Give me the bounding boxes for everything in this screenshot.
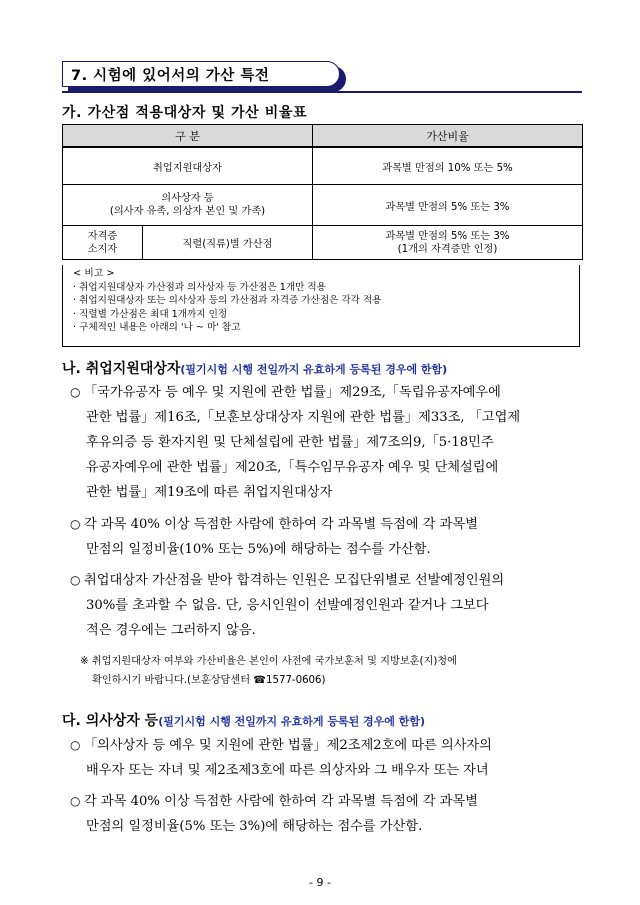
text-line: 「의사상자 등 예우 및 지원에 관한 법률」제2조제2호에 따른 의사자의 [84, 738, 492, 753]
table-cell-rate [313, 226, 583, 260]
text-line: 유공자예우에 관한 법률」제20조,「특수임무유공자 예우 및 단체설립에 [86, 460, 499, 475]
table-header-rate: 가산비율 [313, 125, 583, 148]
section-title: 7. 시험에 있어서의 가산 특전 [71, 67, 270, 84]
text-line: 각 과목 40% 이상 득점한 사람에 한하여 각 과목별 득점에 각 과목별 [84, 794, 478, 809]
category-line: (의사자 유족, 의상자 본인 및 가족) [109, 206, 266, 217]
notes-title: < 비고 > [73, 268, 115, 279]
table-cell-rate: 과목별 만점의 10% 또는 5% [313, 147, 583, 185]
text-line: 만점의 일정비율(5% 또는 3%)에 해당하는 점수를 가산함. [86, 819, 423, 834]
table-row [63, 147, 583, 185]
text-line: 배우자 또는 자녀 및 제2조제3호에 따른 의상자와 그 배우자 또는 자녀 [86, 763, 489, 778]
label-line: 소지자 [87, 243, 118, 255]
heading-text: 나. 취업지원대상자 [62, 361, 181, 377]
notes-item: · 구체적인 내용은 아래의 '나 ~ 마' 참고 [73, 322, 241, 334]
paragraph-injured-law [70, 733, 590, 783]
heading-note: (필기시험 시행 전일까지 유효하게 등록된 경우에 한함) [158, 715, 426, 728]
table-cell-category: 직렬(직류)별 가산점 [143, 226, 313, 260]
bullet-icon: ○ [70, 794, 81, 808]
heading-injured-persons [62, 710, 425, 730]
page-number: - 9 - [309, 876, 331, 889]
subsection-title: 가. 가산점 적용대상자 및 가산 비율표 [62, 105, 308, 121]
paragraph-laws [70, 380, 590, 505]
paragraph-quota-rule [70, 568, 590, 643]
section-divider [62, 91, 582, 93]
table-cell-label [63, 226, 143, 260]
section-title-tab [62, 61, 344, 89]
text-line: 관한 법률」제19조에 따른 취업지원대상자 [86, 485, 333, 500]
category-line: 의사상자 등 [161, 193, 214, 204]
bonus-rate-table [62, 124, 583, 260]
text-line: 후유의증 등 환자지원 및 단체설립에 관한 법률」제7조의9,「5·18민주 [86, 435, 494, 450]
text-line: 각 과목 40% 이상 득점한 사람에 한하여 각 과목별 득점에 각 과목별 [84, 517, 478, 532]
heading-note: (필기시험 시행 전일까지 유효하게 등록된 경우에 한함) [180, 363, 448, 376]
bullet-icon: ○ [70, 573, 81, 587]
text-line: 「국가유공자 등 예우 및 지원에 관한 법률」제29조,「독립유공자예우에 [84, 385, 501, 400]
text-line: 적은 경우에는 그러하지 않음. [86, 623, 256, 638]
table-row [63, 185, 583, 226]
text-line: 취업대상자 가산점을 받아 합격하는 인원은 모집단위별로 선발예정인원의 [84, 573, 505, 588]
notes-item: · 취업지원대상자 가산점과 의사상자 등 가산점은 1개만 적용 [73, 281, 326, 293]
paragraph-score-rule [70, 512, 590, 562]
table-notes [62, 265, 580, 347]
label-line: 자격증 [87, 230, 118, 242]
remark-note [80, 652, 590, 690]
notes-item: · 직렬별 가산점은 최대 1개까지 인정 [73, 308, 228, 320]
rate-line: (1개의 자격증만 인정) [397, 243, 498, 255]
table-header-category: 구 분 [63, 125, 313, 148]
text-line: 관한 법률」제16조,「보훈보상대상자 지원에 관한 법률」제33조, 「고엽제 [86, 410, 521, 425]
paragraph-injured-score [70, 789, 590, 839]
text-line: 30%를 초과할 수 없음. 단, 응시인원이 선발예정인원과 같거나 그보다 [86, 598, 489, 613]
section-title-box [62, 61, 340, 87]
table-cell-category: 취업지원대상자 [63, 147, 313, 185]
heading-employment-support [62, 358, 447, 378]
bullet-icon: ○ [70, 385, 81, 399]
remark-line: ※ 취업지원대상자 여부와 가산비율은 본인이 사전에 국가보훈처 및 지방보훈(지)청에 [80, 656, 457, 667]
table-cell-category [63, 185, 313, 226]
table-row [63, 226, 583, 260]
notes-item: · 취업지원대상자 또는 의사상자 등의 가산점과 자격증 가산점은 각각 적용 [73, 295, 382, 307]
table-cell-rate: 과목별 만점의 5% 또는 3% [313, 185, 583, 226]
text-line: 만점의 일정비율(10% 또는 5%)에 해당하는 점수를 가산함. [86, 542, 431, 557]
remark-line: 확인하시기 바랍니다.(보훈상담센터 ☎1577-0606) [92, 675, 326, 686]
rate-line: 과목별 만점의 5% 또는 3% [385, 230, 510, 242]
heading-text: 다. 의사상자 등 [62, 713, 159, 729]
bullet-icon: ○ [70, 738, 81, 752]
bullet-icon: ○ [70, 517, 81, 531]
